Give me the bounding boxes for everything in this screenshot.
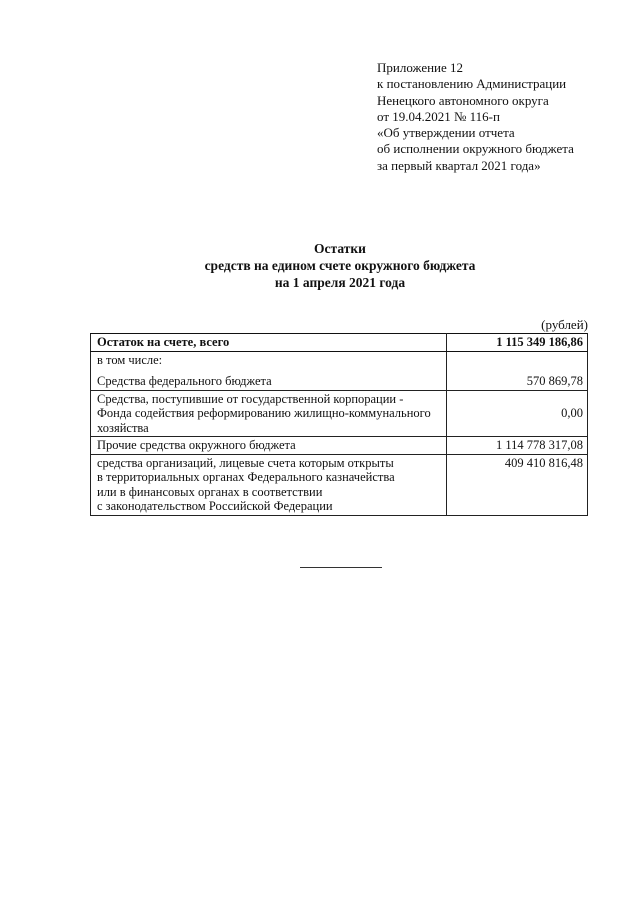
org-label-line: с законодательством Российской Федерации <box>97 499 333 513</box>
other-label: Прочие средства окружного бюджета <box>91 437 447 455</box>
title-line-3: на 1 апреля 2021 года <box>274 275 406 290</box>
fund-label-line: хозяйства <box>97 420 149 435</box>
federal-value: 570 869,78 <box>447 351 588 390</box>
table-row-organizations <box>91 454 588 515</box>
table-row-federal <box>91 351 588 390</box>
appendix-line: «Об утверждении отчета <box>377 125 515 141</box>
appendix-line: от 19.04.2021 № 116-п <box>377 108 500 124</box>
other-value: 1 114 778 317,08 <box>447 437 588 455</box>
appendix-line: к постановлению Администрации <box>377 76 567 92</box>
table-row-total <box>91 334 588 352</box>
table-row-fund <box>91 390 588 437</box>
fund-label-line: Средства, поступившие от государственной корпорации - <box>97 391 404 406</box>
appendix-line: об исполнении окружного бюджета <box>377 141 574 157</box>
closing-divider <box>300 567 382 568</box>
org-label-line: в территориальных органах Федерального казначейства <box>97 470 395 484</box>
org-value: 409 410 816,48 <box>447 454 588 515</box>
title-line-1: Остатки <box>314 241 366 256</box>
federal-cell <box>91 351 447 390</box>
fund-label-line: Фонда содействия реформированию жилищно-коммунального <box>97 406 431 420</box>
table-row-other <box>91 437 588 455</box>
document-title <box>90 240 590 291</box>
fund-value: 0,00 <box>447 390 588 437</box>
appendix-line: Ненецкого автономного округа <box>377 92 549 108</box>
balance-table <box>90 333 588 516</box>
fund-label <box>91 390 447 437</box>
org-label-line: средства организаций, лицевые счета которым открыты <box>97 455 394 470</box>
federal-label: Средства федерального бюджета <box>97 374 272 388</box>
including-label: в том числе: <box>97 352 163 367</box>
units-label: (рублей) <box>541 317 588 332</box>
org-label-line: или в финансовых органах в соответствии <box>97 484 323 499</box>
appendix-line: за первый квартал 2021 года» <box>377 157 541 173</box>
total-value: 1 115 349 186,86 <box>447 334 588 352</box>
total-label: Остаток на счете, всего <box>91 334 447 352</box>
appendix-header <box>377 60 574 174</box>
org-label <box>91 454 447 515</box>
title-line-2: средств на едином счете окружного бюджета <box>204 258 476 273</box>
appendix-line: Приложение 12 <box>377 60 464 75</box>
